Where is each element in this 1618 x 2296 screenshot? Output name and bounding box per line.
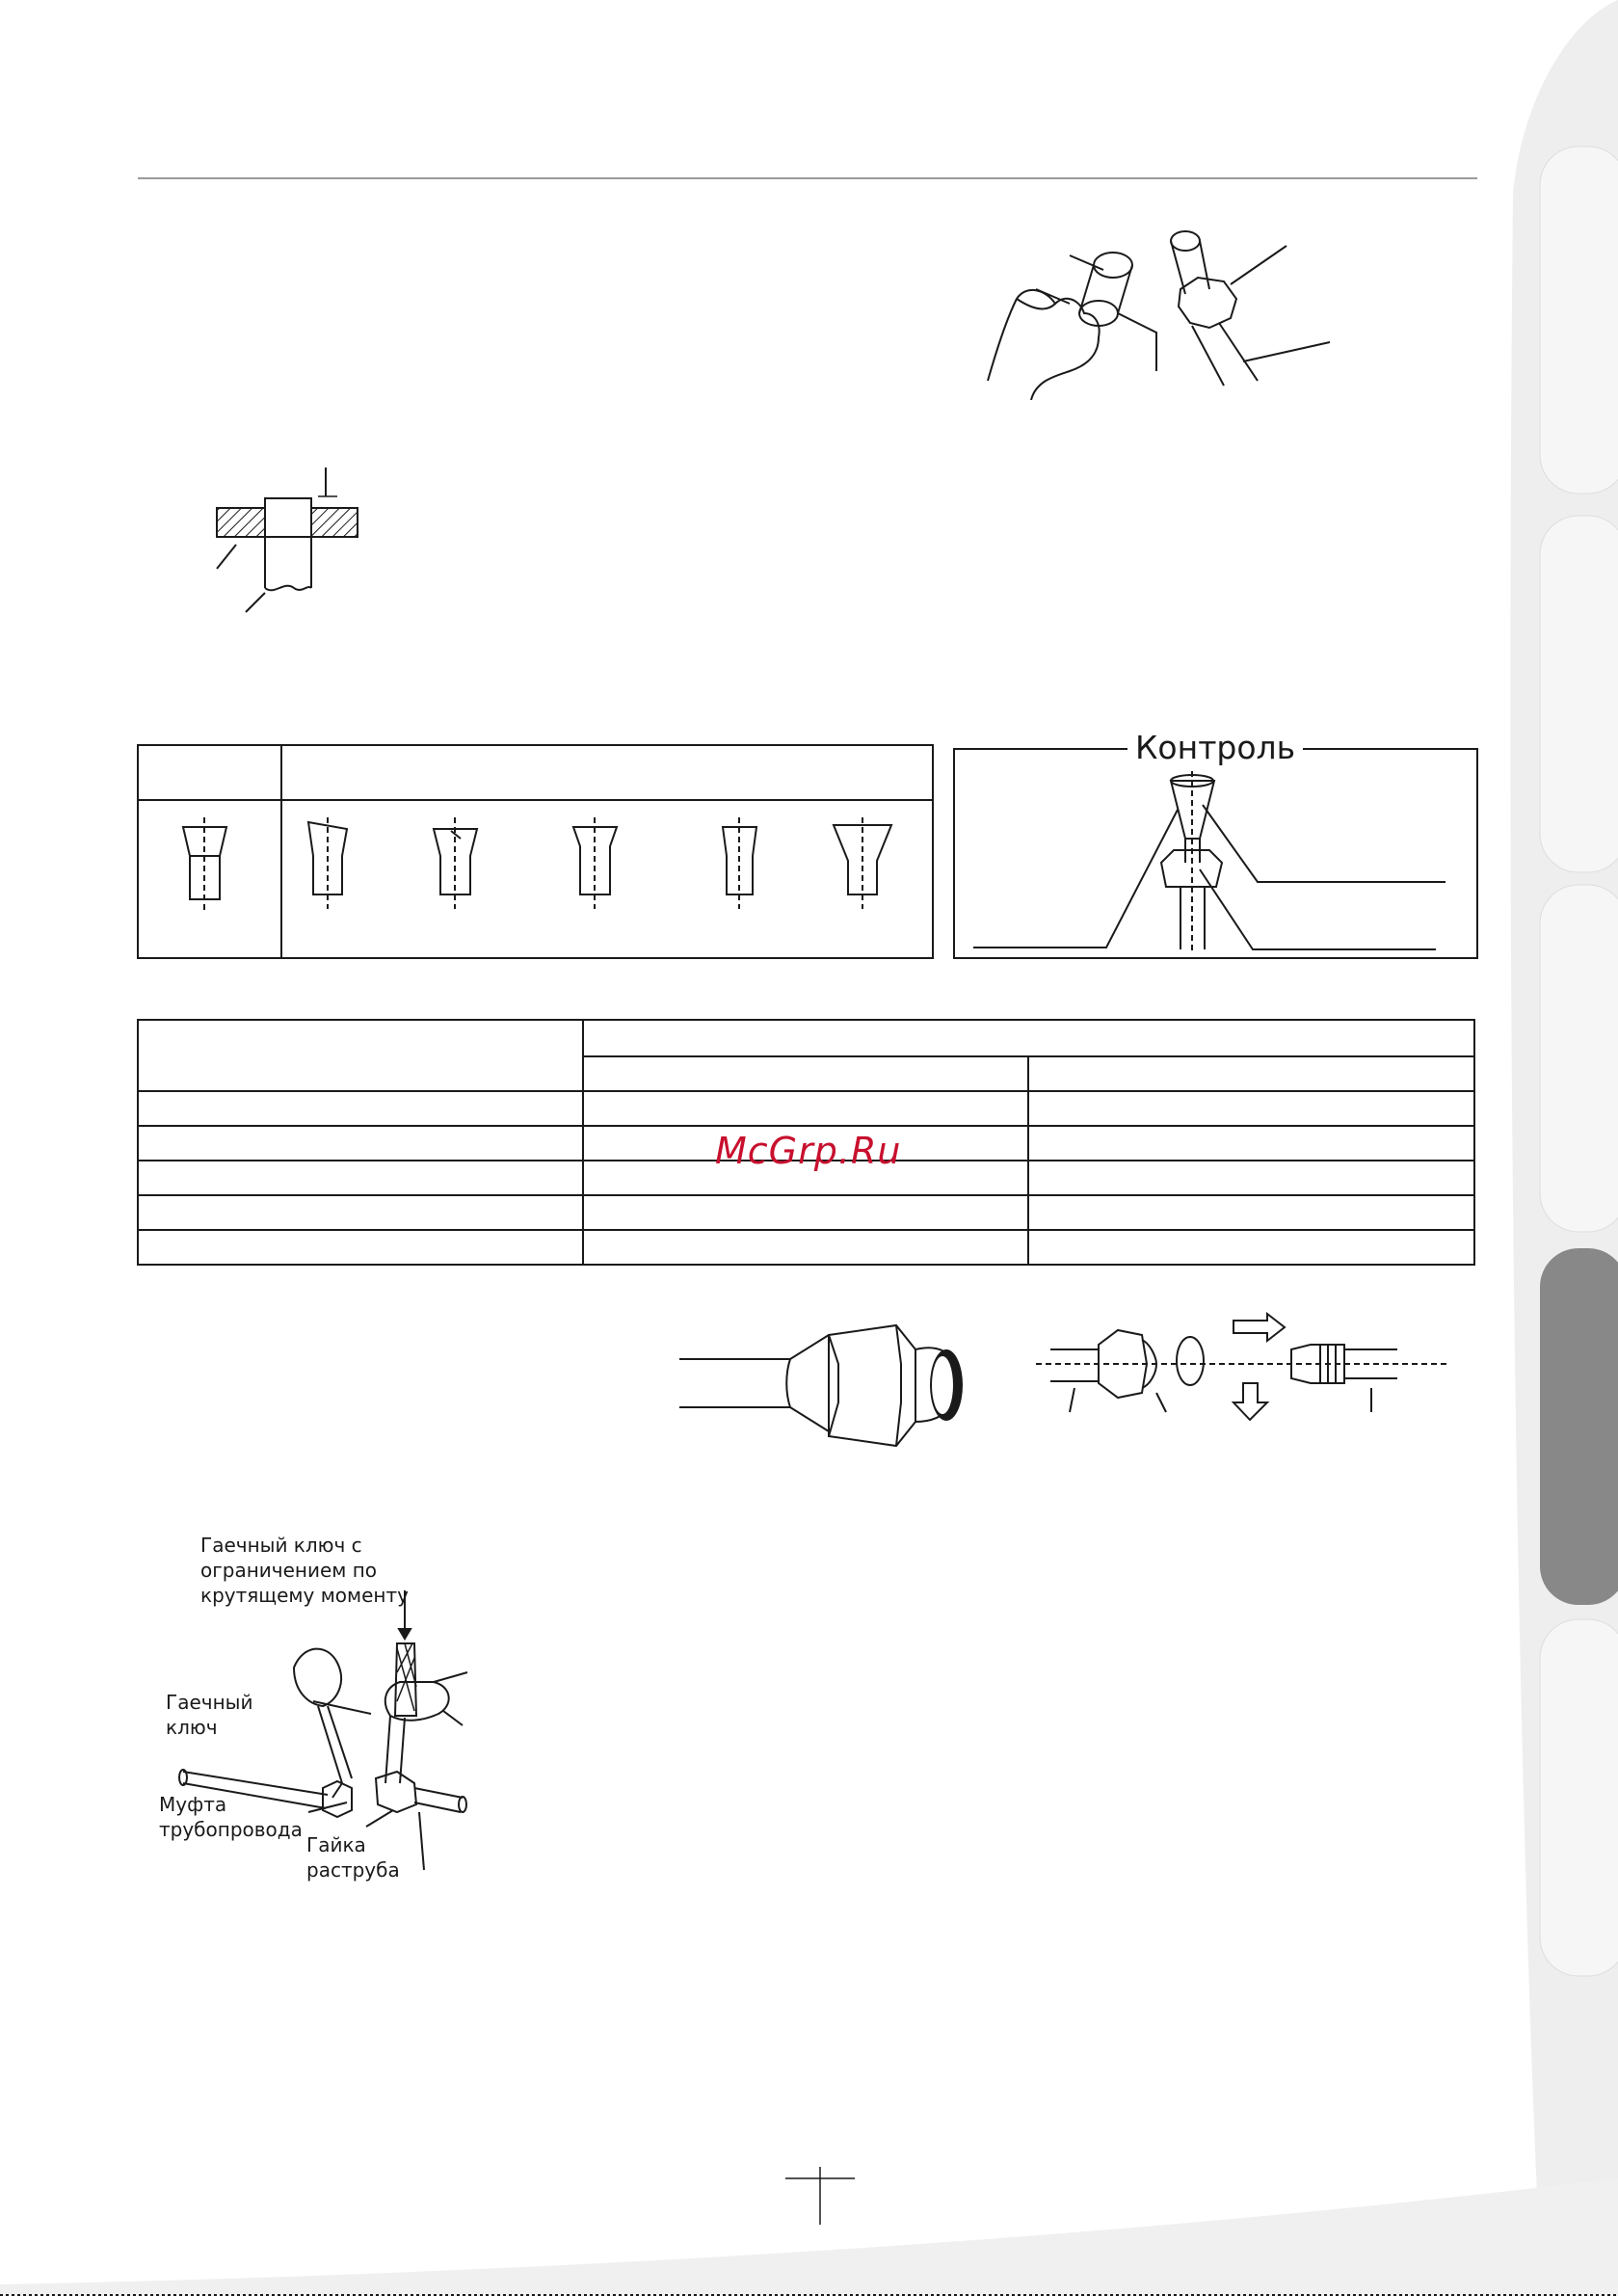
wrench-illustration — [145, 1590, 491, 1884]
header-rule — [138, 177, 1477, 179]
wrench-label-line-1: Гаечный — [166, 1691, 253, 1714]
flare-box-header-divider — [137, 799, 934, 801]
flare-defect-1 — [308, 817, 347, 909]
pipe-die-cross-section — [198, 453, 366, 617]
side-tab-5 — [1540, 1619, 1618, 1976]
torque-table-subheader-1 — [583, 1056, 1028, 1091]
side-tab-1 — [1540, 147, 1618, 494]
flare-nut-illustration — [675, 1306, 983, 1470]
flare-control-illustration — [964, 761, 1474, 954]
flare-defect-3 — [573, 817, 617, 909]
flare-nut-label-line-1: Гайка — [306, 1833, 366, 1856]
flare-correct-example — [183, 817, 226, 914]
flare-defect-4 — [723, 817, 756, 909]
side-tab-3 — [1540, 885, 1618, 1232]
table-row — [138, 1230, 1474, 1265]
watermark: McGrp.Ru — [715, 1130, 902, 1172]
flare-control-title: Контроль — [1127, 729, 1303, 766]
torque-wrench-label-line-2: ограничением по — [200, 1559, 378, 1582]
side-tab-4-active — [1540, 1248, 1618, 1605]
flare-defect-5 — [834, 817, 891, 909]
torque-wrench-label-line-3: крутящему моменту — [200, 1584, 409, 1607]
wrench-label-line-2: ключ — [166, 1716, 218, 1739]
torque-table-header-group — [583, 1020, 1474, 1056]
pipe-deburring-illustration — [978, 222, 1344, 400]
torque-table-subheader-2 — [1028, 1056, 1474, 1091]
table-row — [138, 1091, 1474, 1126]
torque-wrench-label-line-1: Гаечный ключ с — [200, 1534, 362, 1557]
torque-table-header-pipe — [138, 1020, 583, 1091]
flare-assembly-sequence — [1036, 1306, 1450, 1431]
flare-nut-label-line-2: раструба — [306, 1858, 400, 1882]
side-tab-strip — [1484, 0, 1618, 2296]
flare-defect-2 — [434, 817, 477, 909]
bottom-swoosh — [0, 2178, 1618, 2296]
coupling-label-line-2: трубопровода — [159, 1818, 303, 1841]
table-row — [138, 1195, 1474, 1230]
flare-examples-row — [145, 808, 930, 952]
coupling-label-line-1: Муфта — [159, 1793, 227, 1816]
side-tab-2 — [1540, 516, 1618, 872]
